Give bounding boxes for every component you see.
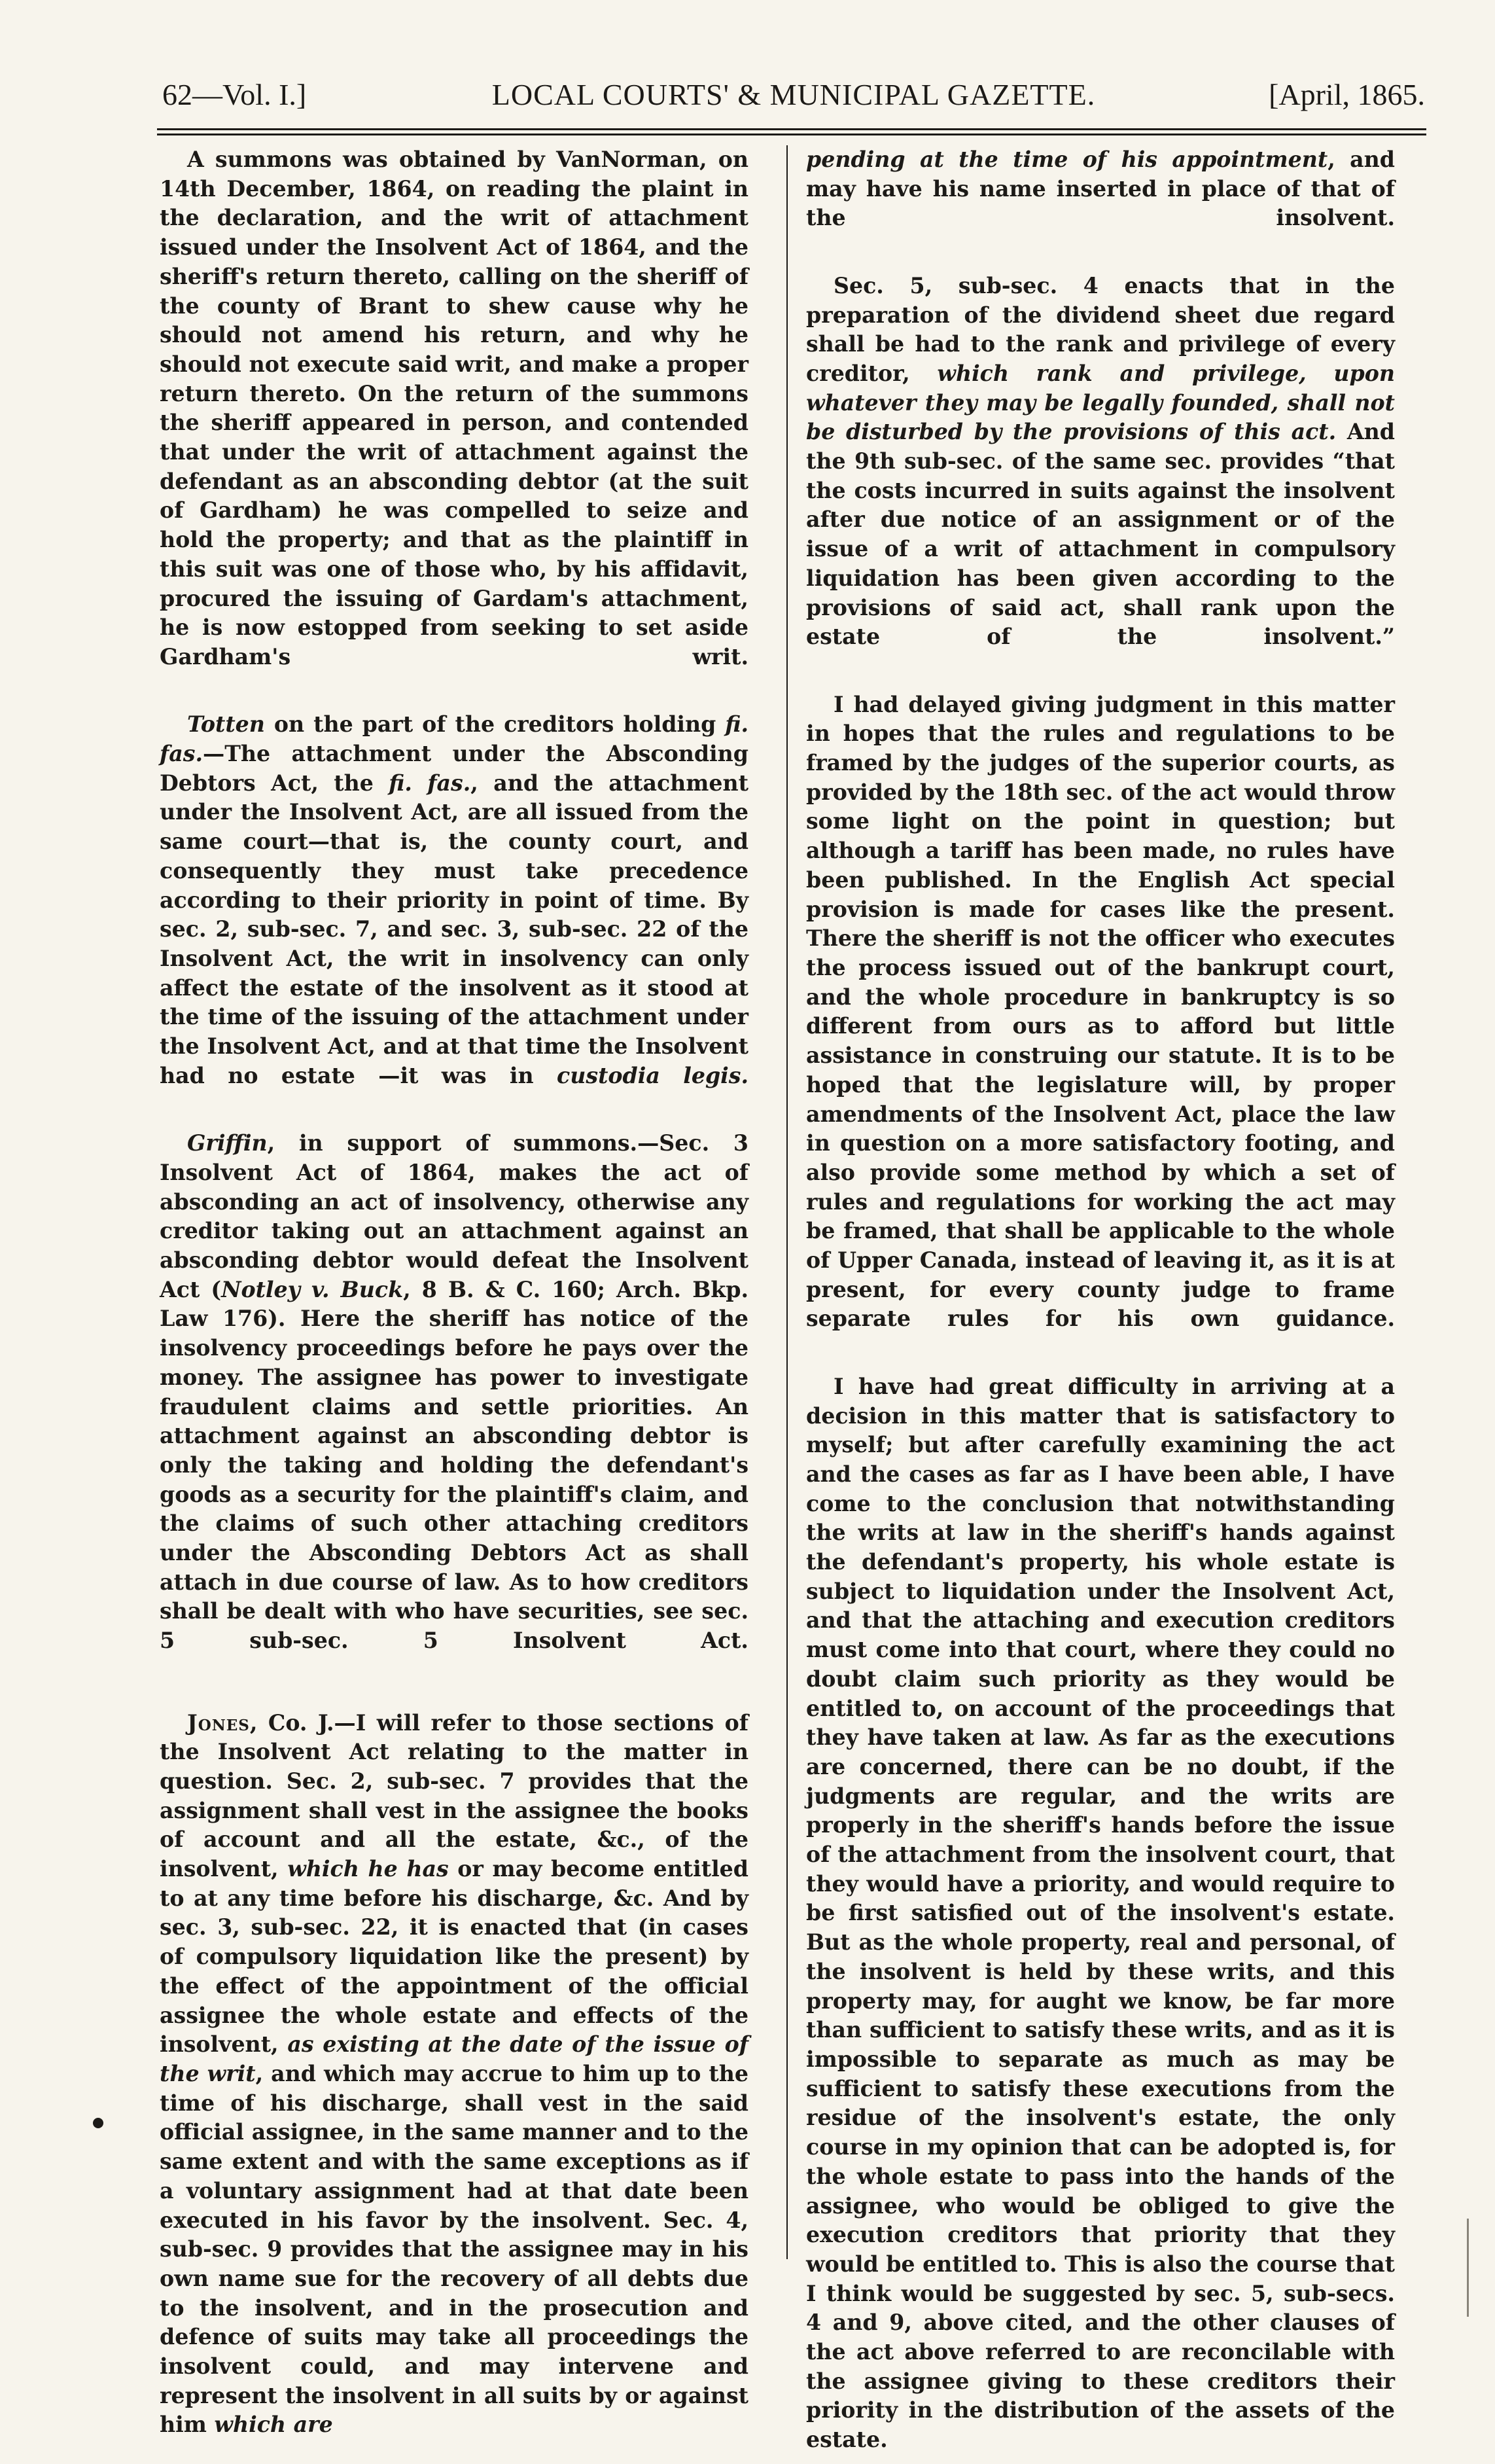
page-number-volume: 62—Vol. I.] (162, 78, 307, 111)
paragraph-summons: A summons was obtained by VanNorman, on 14th December, 1864, on reading the plaint in the declaration, and the writ of attachment issued under the Insolvent Act of 1864, and the sheriff's return thereto, calling on the sheriff of the county of Brant to shew cause why he should not amend his return, and why he should not execute said writ, and make a proper return thereto. On the return of the summons the sheriff appeared in person, and contended that under the writ of attachment against the defendant as an absconding debtor (at the suit of Gardham) he was compelled to seize and hold the property; and that as the plaintiff in this suit was one of those who, by his affidavit, procured the issuing of Gardam's attachment, he is now estopped from seeking to set aside Gardham's writ. (160, 147, 748, 670)
issue-date: [April, 1865. (1269, 78, 1425, 111)
column-divider (786, 145, 788, 2259)
paragraph-judgment: Jones, Co. J.—I will refer to those sections of the Insolvent Act relating to the matter in question. Sec. 2, sub-sec. 7 provides that the assignment shall vest in the assignee the books of account and all the estate, &c., of the insolvent, which he has or may become entitled to at any time before his discharge, &c. And by sec. 3, sub-sec. 22, it is enacted that (in cases of compulsory liquidation like the present) by the effect of the appointment of the official assignee the whole estate and effects of the insolvent, as existing at the date of the issue of the writ, and which may accrue to him up to the time of his discharge, shall vest in the said official assignee, in the same manner and to the same extent and with the same exceptions as if a voluntary assignment had at that date been executed in his favor by the insolvent. Sec. 4, sub-sec. 9 provides that the assignee may in his own name sue for the recovery of all debts due to the insolvent, and in the prosecution and defence of suits may take all proceedings the insolvent could, and may intervene and represent the insolvent in all suits by or against him which are (160, 1709, 749, 2438)
paragraph-sec5: Sec. 5, sub-sec. 4 enacts that in the preparation of the dividend sheet due regard shall be had to the rank and privilege of every creditor, which rank and privilege, upon whatever they may be legally founded, shall not be disturbed by the provisions of this act. And the 9th sub-sec. of the same sec. provides “that the costs incurred in suits against the insolvent after due notice of an assignment or of the issue of a writ of attachment in compulsory liquidation has been given according to the provisions of said act, shall rank upon the estate of the insolvent.” (806, 272, 1396, 650)
case-citation: Notley v. Buck (221, 1276, 404, 1302)
paragraph-delayed-judgment: I had delayed giving judgment in this matter in hopes that the rules and regulations to be framed by the judges of the superior courts, as provided by the 18th sec. of the act would throw some light on the point in question; but although a tariff has been made, no rules have been published. In the English Act special provision is made for cases like the present. There the sheriff is not the officer who executes the process issued out of the bankrupt court, and the whole procedure in bankruptcy is so different from ours as to afford but little assistance in construing our statute. It is to be hoped that the legislature will, by proper amendments of the Insolvent Act, place the law in question on a more satisfactory footing, and also provide some method by which a set of rules and regulations for working the act may be framed, that shall be applicable to the whole of Upper Canada, instead of leaving it, as it is at present, for every county judge to frame separate rules for his own guidance. (806, 691, 1395, 1332)
publication-title: LOCAL COURTS' & MUNICIPAL GAZETTE. (491, 78, 1096, 111)
right-column (806, 145, 1395, 2464)
page-header (162, 77, 1425, 123)
left-column (160, 145, 748, 2449)
judge-name: Jones (187, 1709, 250, 1736)
header-rule-bottom (157, 134, 1426, 135)
paragraph-griffin: Griffin, in support of summons.—Sec. 3 Insolvent Act of 1864, makes the act of absconding an act of insolvency, otherwise any creditor taking out an attachment against an absconding debtor would defeat the Insolvent Act (Notley v. Buck, 8 B. & C. 160; Arch. Bkp. Law 176). Here the sheriff has notice of the insolvency proceedings before he pays over the money. The assignee has power to investigate fraudulent claims and settle priorities. An attachment against an absconding debtor is only the taking and holding the defendant's goods as a security for the plaintiff's claim, and the claims of such other attaching creditors under the Absconding Debtors Act as shall attach in due course of law. As to how creditors shall be dealt with who have securities, see sec. 5 sub-sec. 5 Insolvent Act. (160, 1130, 749, 1654)
ink-spot (93, 2118, 103, 2128)
paragraph-totten: Totten on the part of the creditors holding fi. fas.—The attachment under the Absconding Debtors Act, the fi. fas., and the attachment under the Insolvent Act, are all issued from the same court—that is, the county court, and consequently they must take precedence according to their priority in point of time. By sec. 2, sub-sec. 7, and sec. 3, sub-sec. 22 of the Insolvent Act, the writ in insolvency can only affect the estate of the insolvent as it stood at the time of the issuing of the attachment under the Insolvent Act, and at that time the Insolvent had no estate —it was in custodia legis. (160, 711, 748, 1088)
counsel-name-totten: Totten (187, 711, 265, 738)
paragraph-conclusion: I have had great difficulty in arriving at a decision in this matter that is satisfactory to myself; but after carefully examining the act and the cases as far as I have been able, I have come to the conclusion that notwithstanding the writs at law in the sheriff's hands against the defendant's property, his whole estate is subject to liquidation under the Insolvent Act, and that the attaching and execution creditors must come into that court, where they could no doubt claim such priority as they would be entitled to, on account of the proceedings that they have taken at law. As far as the executions are concerned, there can be no doubt, if the judgments are regular, and the writs are properly in the sheriff's hands before the issue of the attachment from the insolvent court, that they would have a priority, and would require to be first satisfied out of the insolvent's estate. But as the whole property, real and personal, of the insolvent is held by these writs, and this property may, for aught we know, be far more than sufficient to satisfy these writs, and as it is impossible to separate as much as may be sufficient to satisfy these executions from the residue of the insolvent's estate, the only course in my opinion that can be adopted is, for the whole estate to pass into the hands of the assignee, who would be obliged to give the execution creditors that priority that they would be entitled to. This is also the course that I think would be suggested by sec. 5, sub-secs. 4 and 9, above cited, and the other clauses of the act above referred to are reconcilable with the assignee giving to these creditors their priority in the distribution of the assets of the estate. (806, 1373, 1395, 2453)
margin-mark (1467, 2219, 1469, 2317)
counsel-name-griffin: Griffin (187, 1130, 268, 1156)
header-rule-top (157, 128, 1426, 130)
paragraph-continued: pending at the time of his appointment, and may have his name inserted in place of that of the insolvent. (806, 147, 1395, 231)
